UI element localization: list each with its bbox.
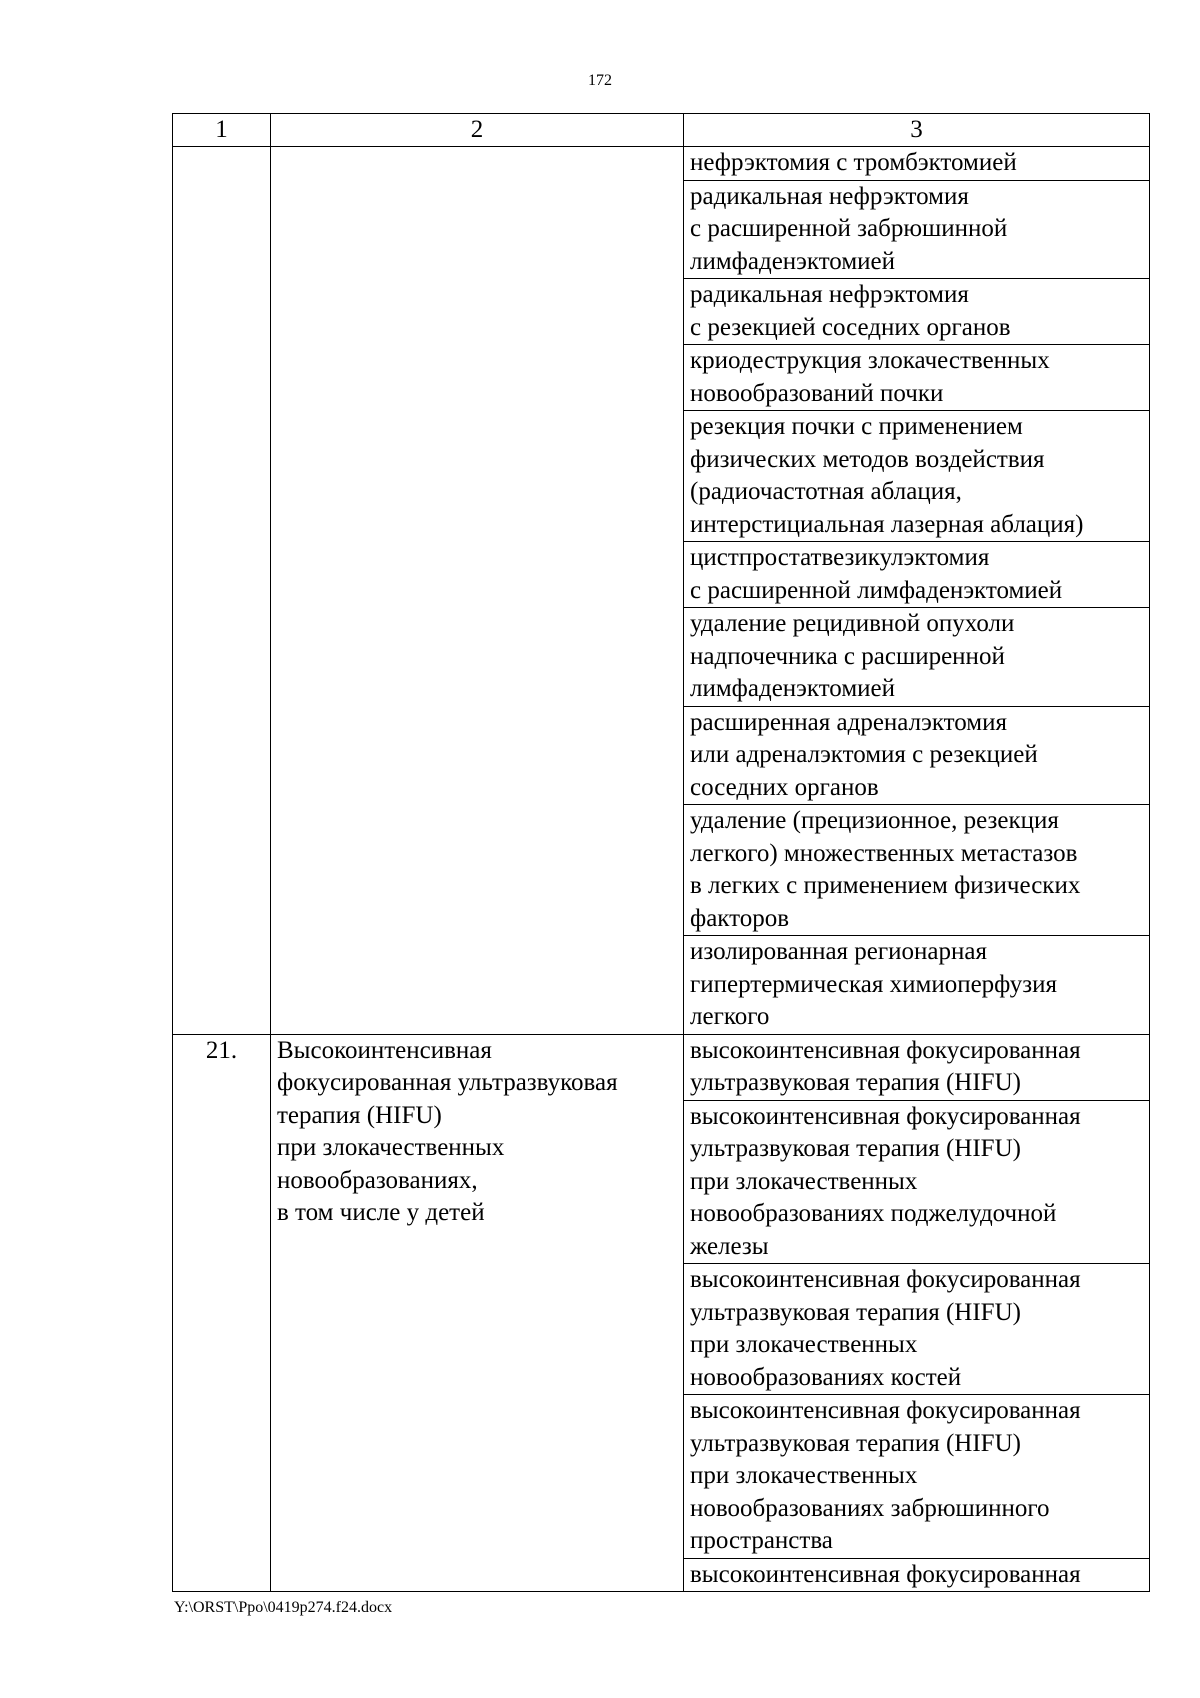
row-number-cell [173, 147, 271, 1035]
method-cell-text: высокоинтенсивная фокусированная ультразвуковая терапия (HIFU) при злокачественных новообразованиях поджелудочной железы [690, 1102, 1081, 1260]
method-cell [684, 706, 1150, 805]
method-cell [684, 936, 1150, 1035]
method-cell-text: цистпростатвезикулэктомия с расширенной лимфаденэктомией [690, 544, 1063, 604]
method-cell-text: удаление рецидивной опухоли надпочечника с расширенной лимфаденэктомией [690, 610, 1015, 702]
method-cell [684, 542, 1150, 608]
method-cell [684, 1395, 1150, 1559]
footer-file-path: Y:\ORST\Ppo\0419p274.f24.docx [174, 1599, 393, 1616]
method-cell [684, 1034, 1150, 1100]
page-number: 172 [588, 72, 612, 89]
table-row [173, 1034, 1150, 1100]
table-row [173, 147, 1150, 181]
procedures-table [172, 113, 1150, 1592]
header-col-2: 2 [271, 114, 684, 147]
method-cell [684, 608, 1150, 707]
method-cell-text: высокоинтенсивная фокусированная ультразвуковая терапия (HIFU) при злокачественных новообразованиях забрюшинного пространства [690, 1397, 1081, 1554]
method-cell-text: резекция почки с применением физических методов воздействия (радиочастотная аблация, интерстициальная лазерная аблация) [690, 413, 1084, 538]
method-cell [684, 1100, 1150, 1264]
row-name-cell [271, 1034, 684, 1592]
table-header-row [173, 114, 1150, 147]
method-cell [684, 1264, 1150, 1395]
method-cell-text: нефрэктомия с тромбэктомией [690, 149, 1017, 176]
row-name-cell-text: Высокоинтенсивная фокусированная ультразвуковая терапия (HIFU) при злокачественных новообразованиях, в том числе у детей [277, 1036, 618, 1226]
method-cell [684, 805, 1150, 936]
method-cell-text: высокоинтенсивная фокусированная [690, 1560, 1081, 1588]
method-cell [684, 147, 1150, 181]
method-cell [684, 279, 1150, 345]
method-cell [684, 345, 1150, 411]
method-cell-text: удаление (прецизионное, резекция легкого) множественных метастазов в легких с применением физических факторов [690, 807, 1081, 932]
method-cell-text: высокоинтенсивная фокусированная ультразвуковая терапия (HIFU) [690, 1036, 1081, 1096]
method-cell-text: радикальная нефрэктомия с расширенной забрюшинной лимфаденэктомией [690, 182, 1008, 275]
header-col-1: 1 [173, 114, 271, 147]
method-cell-text: криодеструкция злокачественных новообразований почки [690, 347, 1050, 407]
header-col-3: 3 [684, 114, 1150, 147]
row-number-cell-text: 21. [205, 1036, 238, 1064]
method-cell-text: расширенная адреналэктомия или адреналэктомия с резекцией соседних органов [690, 708, 1038, 801]
row-name-cell [271, 147, 684, 1035]
method-cell [684, 411, 1150, 542]
method-cell [684, 1558, 1150, 1592]
method-cell-text: изолированная регионарная гипертермическая химиоперфузия легкого [690, 938, 1058, 1030]
method-cell [684, 180, 1150, 279]
method-cell-text: высокоинтенсивная фокусированная ультразвуковая терапия (HIFU) при злокачественных новообразованиях костей [690, 1266, 1081, 1391]
method-cell-text: радикальная нефрэктомия с резекцией соседних органов [690, 281, 1011, 341]
row-number-cell [173, 1034, 271, 1592]
